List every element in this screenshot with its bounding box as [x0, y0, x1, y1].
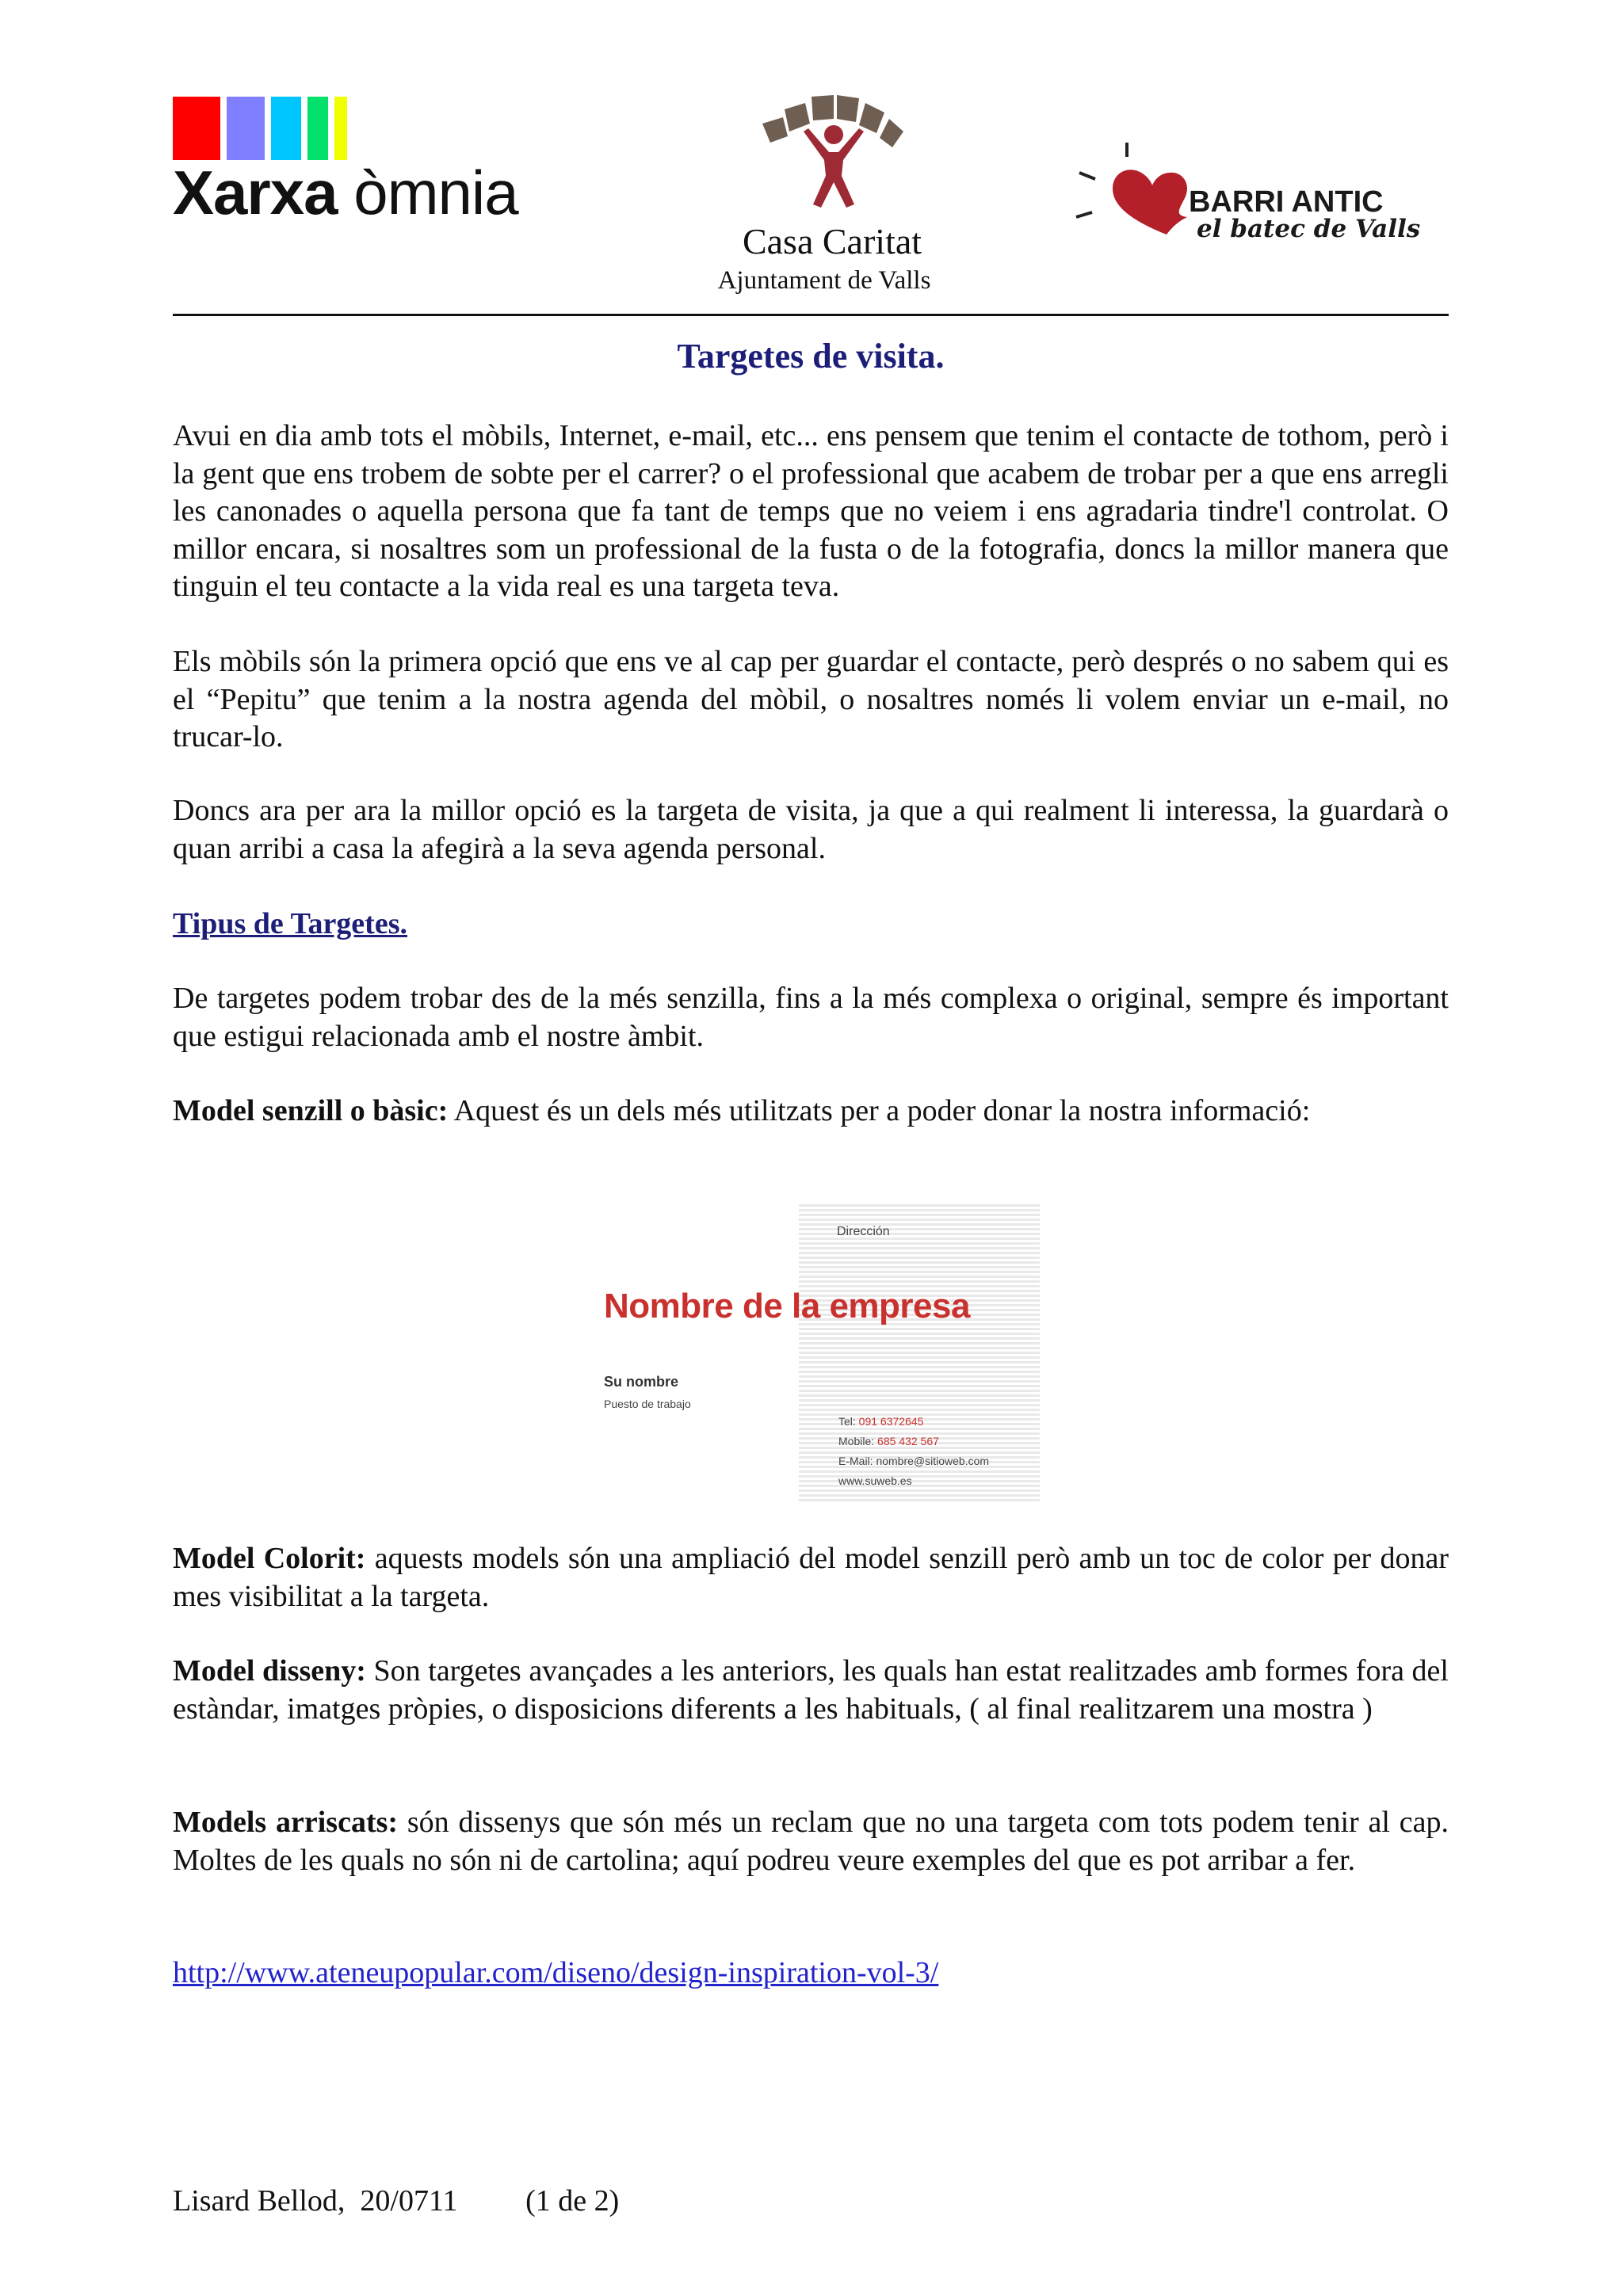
heart-icon — [1071, 139, 1198, 258]
xarxa-bar-violet — [227, 97, 265, 160]
barri-antic-logo — [1071, 139, 1421, 258]
footer-page-number: (1 de 2) — [525, 2184, 620, 2218]
card-email-value: nombre@sitioweb.com — [873, 1455, 990, 1467]
model-risky — [173, 1804, 1449, 1879]
barri-antic-subtitle: el batec de Valls — [1197, 215, 1421, 243]
xarxa-wordmark — [173, 158, 518, 227]
card-person-name: Su nombre — [604, 1374, 679, 1390]
xarxa-brand-bold: Xarxa — [173, 158, 338, 227]
xarxa-omnia-logo — [173, 97, 518, 231]
model-colorful-label: Model Colorit: — [173, 1542, 366, 1575]
card-tel-label: Tel: — [838, 1415, 856, 1428]
card-tel — [838, 1412, 989, 1432]
footer-author-date: Lisard Bellod, 20/0711 — [173, 2184, 458, 2218]
casa-caritat-subtitle: Ajuntament de Valls — [717, 266, 931, 295]
model-colorful — [173, 1540, 1449, 1615]
person-figure-icon — [804, 125, 864, 208]
card-contact-block — [838, 1412, 989, 1491]
card-email-label: E-Mail: — [838, 1455, 873, 1467]
xarxa-bar-cyan — [271, 97, 301, 160]
model-design-label: Model disseny: — [173, 1654, 366, 1688]
page-footer — [173, 2183, 619, 2221]
paragraph-best-option: Doncs ara per ara la millor opció es la targeta de visita, ja que a qui realment li interessa, la guardarà o quan arribi a casa la afegirà a la seva agenda personal. — [173, 794, 1449, 865]
casa-caritat-title: Casa Caritat — [742, 221, 922, 261]
model-design — [173, 1653, 1449, 1728]
card-job-title: Puesto de trabajo — [604, 1398, 691, 1410]
xarxa-bar-red — [173, 97, 220, 160]
xarxa-color-bars — [173, 97, 347, 160]
model-basic-label: Model senzill o bàsic: — [173, 1094, 449, 1127]
card-address: Dirección — [837, 1225, 890, 1238]
card-mobile — [838, 1432, 989, 1451]
model-risky-label: Models arriscats: — [173, 1806, 399, 1839]
document-title: Targetes de visita. — [677, 337, 945, 376]
paragraph-intro: Avui en dia amb tots el mòbils, Internet, e-mail, etc... ens pensem que tenim el contacte de tothom, però i la gent que ens trobem de sobte per el carrer? o el professional que acabem de trobar per a que ens arregli les canonades o aquella persona que fa tant de temps que no veiem i ens agradaria tindre'l controlat. O millor encara, si nosaltres som un professional de la fusta o de la fotografia, doncs la millor manera que tinguin el teu contacte a la vida real es una targeta teva. — [173, 419, 1449, 603]
section-heading-card-types: Tipus de Targetes. — [173, 907, 407, 940]
barri-antic-title: BARRI ANTIC — [1189, 185, 1384, 219]
card-email — [838, 1451, 989, 1471]
paragraph-mobiles: Els mòbils són la primera opció que ens ve al cap per guardar el contacte, però després o no sabem qui es el “Pepitu” que tenim a la nostra agenda del mòbil, o nosaltres només li volem enviar un e-mail, no trucar-lo. — [173, 645, 1449, 753]
xarxa-brand-light: òmnia — [337, 158, 518, 227]
design-inspiration-link[interactable]: http://www.ateneupopular.com/diseno/design-inspiration-vol-3/ — [173, 1956, 939, 1989]
model-basic — [173, 1093, 1449, 1131]
model-design-text: Son targetes avançades a les anteriors, les quals han estat realitzades amb formes fora del estàndar, imatges pròpies, o disposicions diferents a les habituals, ( al final realitzarem una mostra ) — [173, 1654, 1449, 1726]
model-risky-text: són dissenys que són més un reclam que no una targeta com tots podem tenir al cap. Moltes de les quals no són ni de cartolina; aquí podreu veure exemples del que es pot arribar a fer. — [173, 1806, 1449, 1877]
xarxa-bar-yellow — [334, 97, 347, 160]
casa-caritat-logo — [761, 76, 903, 211]
card-web: www.suweb.es — [838, 1474, 912, 1487]
model-colorful-text: aquests models són una ampliació del model senzill però amb un toc de color per donar mes visibilitat a la targeta. — [173, 1542, 1449, 1613]
header-divider — [173, 314, 1449, 316]
card-company-name: Nombre de la empresa — [604, 1287, 970, 1325]
xarxa-bar-green — [307, 97, 328, 160]
model-basic-text: Aquest és un dels més utilitzats per a poder donar la nostra informació: — [448, 1094, 1311, 1127]
card-mobile-label: Mobile: — [838, 1435, 875, 1447]
card-tel-value: 091 6372645 — [855, 1415, 924, 1428]
paragraph-card-types-intro: De targetes podem trobar des de la més senzilla, fins a la més complexa o original, sempre és important que estigui relacionada amb el nostre àmbit. — [173, 982, 1449, 1053]
card-mobile-value: 685 432 567 — [874, 1435, 939, 1447]
sample-business-card-image — [586, 1204, 1040, 1501]
